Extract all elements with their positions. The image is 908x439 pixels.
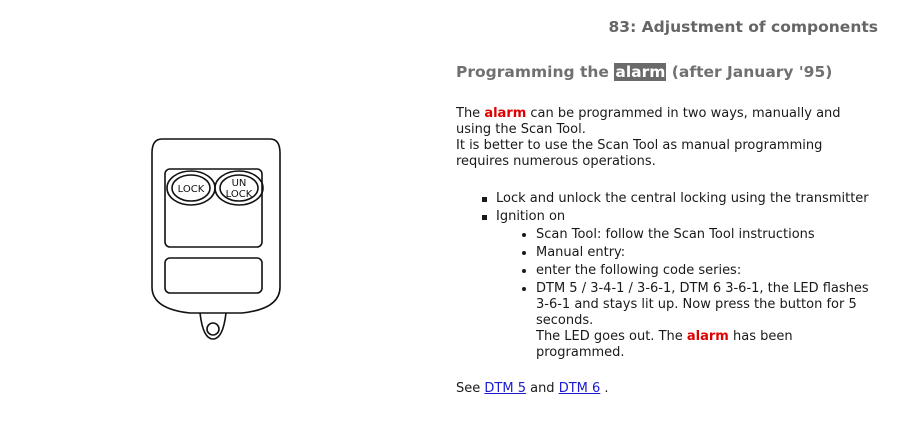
unlock-button-label-line1: UN: [231, 178, 247, 189]
alarm-term: alarm: [686, 329, 729, 344]
code-series-text: DTM 5 / 3-4-1 / 3-6-1, DTM 6 3-6-1, the LED flashes 3-6-1 and stays lit up. Now press the button for 5 seconds.: [536, 281, 869, 328]
dtm5-link[interactable]: DTM 5: [484, 381, 526, 396]
heading-suffix: (after January '95): [666, 63, 833, 81]
substep-scan-tool: Scan Tool: follow the Scan Tool instructions: [536, 227, 876, 243]
key-ring-hole: [207, 323, 219, 335]
search-highlight: alarm: [615, 63, 666, 81]
steps-list: [456, 191, 876, 361]
substep-enter-code: enter the following code series:: [536, 263, 876, 279]
alarm-term: alarm: [484, 106, 527, 121]
step-ignition-label: Ignition on: [496, 209, 566, 224]
dtm6-link[interactable]: DTM 6: [558, 381, 601, 396]
section-title: 83: Adjustment of components: [608, 18, 878, 36]
substeps-list: [496, 227, 876, 361]
led-text: The LED goes out. The: [536, 329, 687, 344]
remote-transmitter-illustration: [146, 137, 286, 343]
see-also: [456, 381, 876, 397]
unlock-button-label-line2: LOCK: [225, 189, 253, 200]
step-ignition: [496, 209, 876, 361]
see-suffix: .: [600, 381, 609, 396]
intro-recommendation: It is better to use the Scan Tool as manual programming requires numerous operations.: [456, 138, 823, 169]
step-lock-unlock: Lock and unlock the central locking using the transmitter: [496, 191, 876, 207]
display-window: [165, 258, 262, 293]
instructions-content: [456, 106, 876, 397]
programmed-text: has been programmed.: [536, 329, 793, 360]
page-heading: [456, 63, 832, 81]
see-middle: and: [525, 381, 559, 396]
substep-manual-entry: Manual entry:: [536, 245, 876, 261]
intro-paragraph: [456, 106, 876, 170]
intro-text-continued: can be programmed in two ways, manually and using the Scan Tool.: [456, 106, 841, 137]
heading-prefix: Programming the: [456, 63, 615, 81]
intro-text: The: [456, 106, 485, 121]
substep-code-series: [536, 281, 876, 361]
see-prefix: See: [456, 381, 485, 396]
remote-body: [152, 139, 280, 313]
lock-button-label: LOCK: [177, 184, 205, 195]
